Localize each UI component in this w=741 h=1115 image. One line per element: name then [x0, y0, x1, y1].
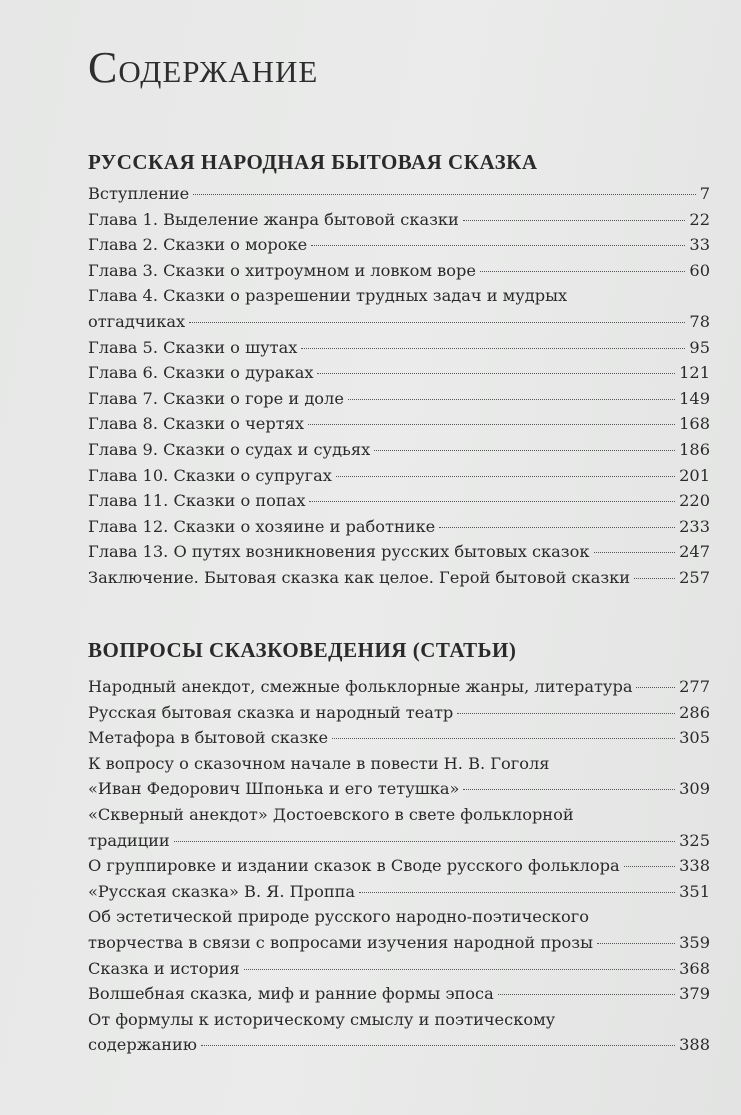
toc-entry [88, 386, 710, 412]
toc-entry [88, 674, 710, 700]
dot-leader [174, 841, 675, 842]
toc-entry-page: 277 [679, 677, 710, 696]
toc-list [88, 674, 710, 1058]
toc-entry-title: Русская бытовая сказка и народный театр [88, 702, 454, 722]
toc-entry-title-line: Глава 4. Сказки о разрешении трудных задач и мудрых [88, 286, 568, 306]
dot-leader [480, 271, 685, 272]
dot-leader [309, 501, 675, 502]
toc-entry-title: Заключение. Бытовая сказка как целое. Герой бытовой сказки [88, 567, 631, 587]
toc-entry-title: О группировке и издании сказок в Своде русского фольклора [88, 856, 620, 876]
dot-leader [359, 892, 675, 893]
toc-entry-page: 121 [679, 363, 710, 383]
dot-leader [636, 687, 675, 688]
toc-entry-title: Волшебная сказка, миф и ранние формы эпоса [88, 984, 494, 1004]
toc-entry-title: Глава 3. Сказки о хитроумном и ловком воре [88, 260, 476, 280]
toc-entry-page: 78 [689, 311, 710, 331]
toc-entry [88, 828, 710, 854]
page-title: Содержание [88, 43, 319, 92]
toc-entry [88, 539, 710, 565]
toc-entry [88, 930, 710, 956]
toc-entry-page: 338 [679, 856, 710, 876]
toc-entry-title: Глава 12. Сказки о хозяине и работнике [88, 516, 436, 536]
toc-entry [88, 1032, 710, 1058]
dot-leader [332, 738, 675, 739]
dot-leader [597, 943, 675, 944]
toc-entry-title-line: К вопросу о сказочном начале в повести Н. В. Гоголя [88, 753, 550, 773]
toc-entry-page: 325 [679, 830, 710, 850]
toc-entry [88, 956, 710, 982]
dot-leader [336, 476, 675, 477]
toc-entry-page: 220 [679, 491, 710, 511]
dot-leader [439, 527, 675, 528]
toc-entry-page: 388 [679, 1035, 710, 1055]
toc-entry-title-line: «Скверный анекдот» Достоевского в свете фольклорной [88, 804, 574, 824]
toc-entry-title: Глава 2. Сказки о мороке [88, 235, 308, 255]
toc-entry-page: 286 [679, 702, 710, 722]
toc-entry [88, 258, 710, 284]
toc-entry-title: Сказка и история [88, 958, 240, 978]
toc-entry-title: Глава 8. Сказки о чертях [88, 414, 305, 434]
toc-entry-page: 379 [679, 984, 710, 1004]
toc-entry-title: Глава 13. О путях возникновения русских бытовых сказок [88, 542, 590, 562]
toc-entry [88, 725, 710, 751]
toc-list [88, 181, 710, 591]
toc-entry-title: отгадчиках [88, 311, 186, 331]
toc-entry-page: 257 [679, 567, 710, 587]
dot-leader [463, 220, 686, 221]
dot-leader [498, 994, 675, 995]
toc-entry [88, 463, 710, 489]
dot-leader [634, 578, 675, 579]
toc-entry-title: Глава 7. Сказки о горе и доле [88, 388, 344, 408]
toc-entry-page: 201 [679, 465, 710, 485]
dot-leader [189, 322, 685, 323]
dot-leader [311, 245, 685, 246]
section-heading: РУССКАЯ НАРОДНАЯ БЫТОВАЯ СКАЗКА [88, 150, 538, 174]
toc-entry-page: 95 [689, 337, 710, 357]
toc-entry-page: 33 [689, 235, 710, 255]
toc-entry-title: традиции [88, 830, 170, 850]
toc-entry [88, 565, 710, 591]
toc-entry-title: Глава 1. Выделение жанра бытовой сказки [88, 209, 459, 229]
toc-entry-title-line: Об эстетической природе русского народно-поэтического [88, 907, 590, 927]
toc-entry-page: 368 [679, 958, 710, 978]
dot-leader [463, 789, 675, 790]
toc-entry [88, 514, 710, 540]
dot-leader [594, 552, 676, 553]
toc-entry [88, 207, 710, 233]
toc-entry-page: 351 [679, 881, 710, 901]
toc-entry-page: 60 [689, 260, 710, 280]
toc-entry-title: Глава 5. Сказки о шутах [88, 337, 298, 357]
toc-entry [88, 232, 710, 258]
dot-leader [457, 713, 675, 714]
toc-entry-title: «Русская сказка» В. Я. Проппа [88, 881, 356, 901]
toc-entry-title: «Иван Федорович Шпонька и его тетушка» [88, 779, 460, 799]
dot-leader [301, 348, 685, 349]
toc-entry-title: Глава 6. Сказки о дураках [88, 363, 314, 383]
dot-leader [374, 450, 675, 451]
toc-entry-page: 359 [679, 932, 710, 952]
toc-entry-title: творчества в связи с вопросами изучения народной прозы [88, 932, 593, 952]
toc-entry-page: 309 [679, 779, 710, 799]
toc-entry [88, 335, 710, 361]
toc-entry-page: 22 [689, 209, 710, 229]
toc-entry [88, 360, 710, 386]
dot-leader [624, 866, 675, 867]
toc-entry-title: Народный анекдот, смежные фольклорные жанры, литература [88, 677, 633, 696]
dot-leader [244, 969, 675, 970]
toc-entry-title: Метафора в бытовой сказке [88, 728, 329, 748]
toc-entry-title-line: От формулы к историческому смыслу и поэтическому [88, 1009, 556, 1029]
toc-entry-title: Вступление [88, 184, 190, 203]
section-heading: ВОПРОСЫ СКАЗКОВЕДЕНИЯ (СТАТЬИ) [88, 638, 517, 662]
toc-entry-page: 149 [679, 388, 710, 408]
toc-entry [88, 981, 710, 1007]
dot-leader [348, 399, 675, 400]
toc-entry [88, 437, 710, 463]
toc-entry-page: 168 [679, 414, 710, 434]
toc-entry [88, 309, 710, 335]
dot-leader [201, 1045, 675, 1046]
toc-entry-title: Глава 9. Сказки о судах и судьях [88, 439, 371, 459]
toc-entry [88, 853, 710, 879]
dot-leader [193, 194, 695, 195]
toc-entry [88, 181, 710, 207]
toc-entry-page: 305 [679, 728, 710, 748]
toc-entry-title: содержанию [88, 1035, 197, 1055]
toc-entry-title: Глава 10. Сказки о супругах [88, 465, 332, 485]
toc-entry [88, 411, 710, 437]
toc-entry-page: 186 [679, 439, 710, 459]
toc-entry [88, 488, 710, 514]
toc-entry-title: Глава 11. Сказки о попах [88, 491, 306, 511]
toc-entry [88, 776, 710, 802]
toc-entry-page: 247 [679, 542, 710, 562]
toc-entry [88, 879, 710, 905]
toc-entry [88, 700, 710, 726]
dot-leader [308, 424, 675, 425]
dot-leader [317, 373, 675, 374]
toc-entry-page: 233 [679, 516, 710, 536]
toc-entry-page: 7 [699, 184, 710, 203]
